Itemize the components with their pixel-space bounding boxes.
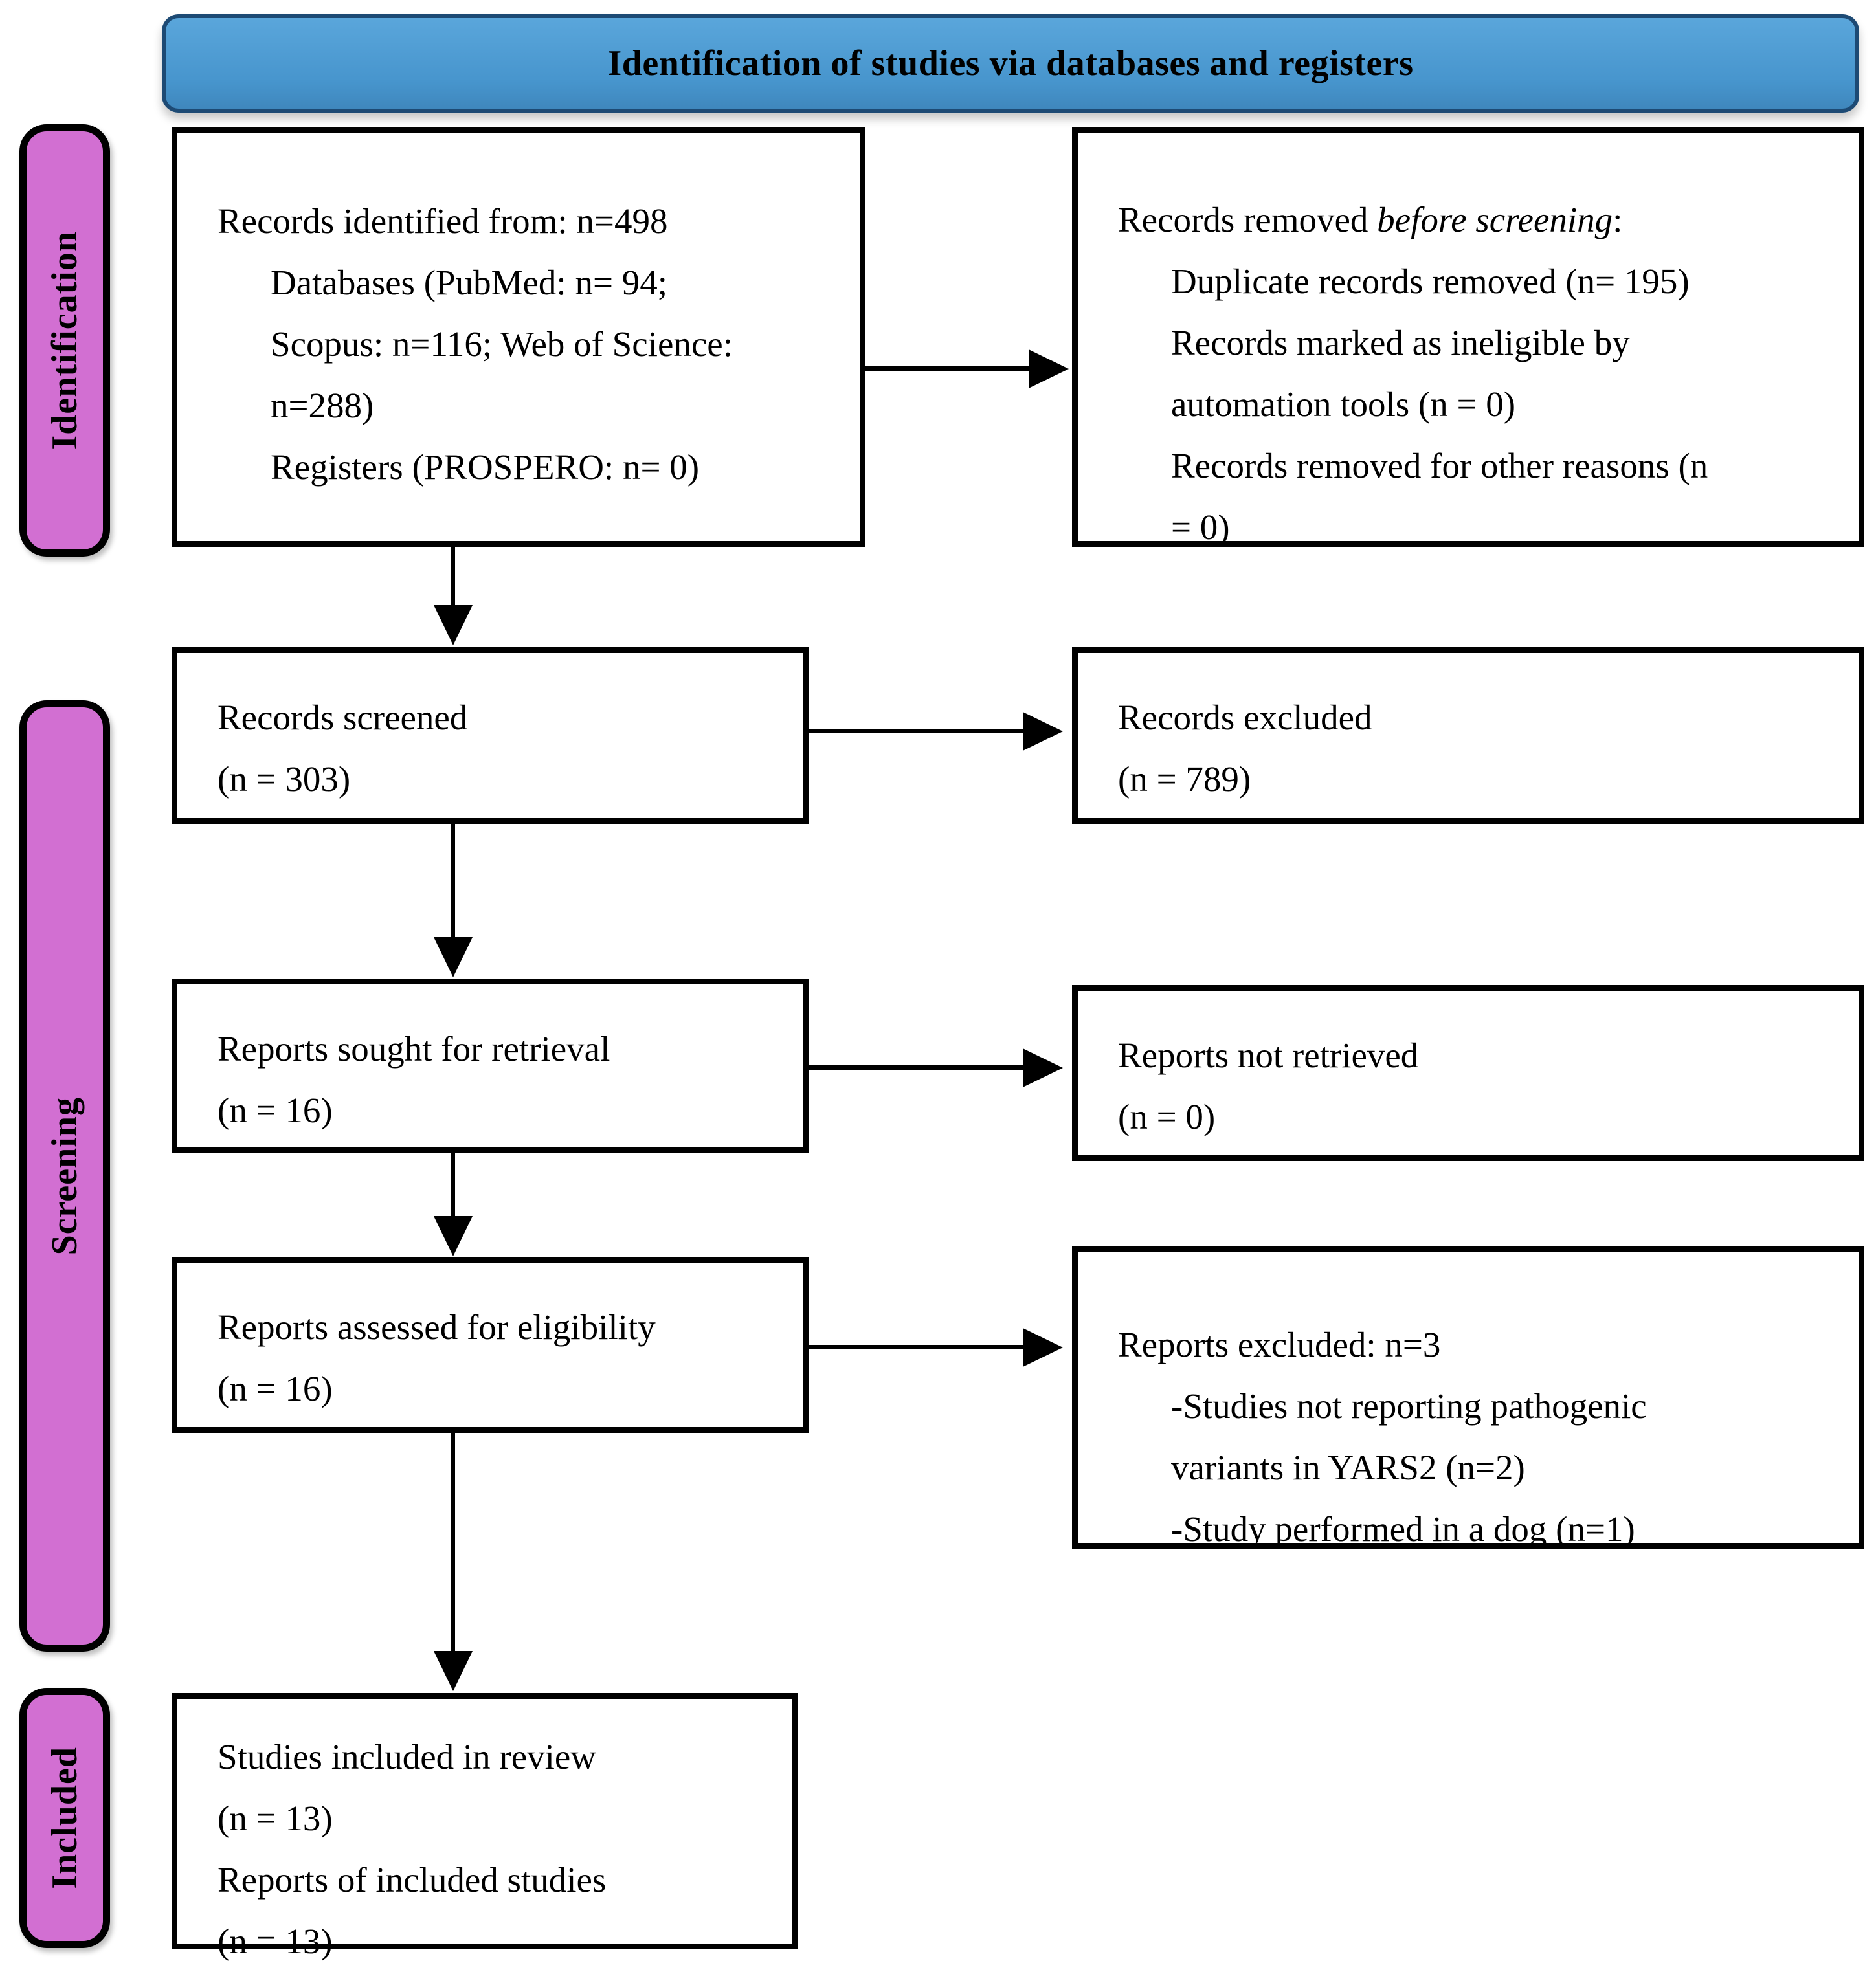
box-line: Duplicate records removed (n= 195): [1171, 261, 1690, 301]
box-line: variants in YARS2 (n=2): [1171, 1448, 1525, 1487]
box-line: Reports sought for retrieval: [218, 1029, 610, 1069]
box-line: Reports excluded: n=3: [1118, 1325, 1441, 1364]
box-line: Records identified from: n=498: [218, 201, 668, 241]
box-studies-included-text: [177, 1699, 792, 1972]
box-line: Records excluded: [1118, 698, 1372, 737]
box-line: Records screened: [218, 698, 468, 737]
header-title: Identification of studies via databases and registers: [607, 43, 1414, 83]
box-reports-sought-text: [177, 984, 803, 1141]
box-line-part-italic: before screening: [1377, 200, 1613, 239]
box-records-removed-text: [1078, 133, 1859, 558]
box-studies-included: [172, 1693, 798, 1961]
box-line: -Studies not reporting pathogenic: [1171, 1386, 1647, 1426]
box-records-screened-text: [177, 653, 803, 810]
box-reports-not-retrieved: [1072, 985, 1864, 1161]
box-line: Scopus: n=116; Web of Science:: [271, 324, 733, 364]
box-line: Reports not retrieved: [1118, 1036, 1419, 1075]
box-line: Reports assessed for eligibility: [218, 1307, 656, 1347]
box-line: [1118, 189, 1839, 250]
box-line: (n = 16): [218, 1369, 333, 1408]
box-records-removed: [1072, 127, 1864, 547]
stage-label-screening: [19, 700, 110, 1652]
box-line: (n = 13): [218, 1922, 333, 1961]
box-line: = 0): [1171, 507, 1230, 547]
box-line-part: :: [1613, 200, 1623, 239]
header-banner: [162, 14, 1859, 113]
box-records-identified: [172, 127, 865, 547]
box-line: Studies included in review: [218, 1737, 597, 1777]
box-records-excluded-text: [1078, 653, 1859, 810]
box-line: Reports of included studies: [218, 1860, 607, 1900]
box-reports-excluded: [1072, 1246, 1864, 1549]
box-line: Records removed for other reasons (n: [1171, 446, 1708, 485]
box-records-screened: [172, 647, 809, 824]
box-records-excluded: [1072, 647, 1864, 824]
box-reports-not-retrieved-text: [1078, 991, 1859, 1147]
box-reports-assessed: [172, 1257, 809, 1433]
box-reports-sought: [172, 979, 809, 1153]
box-line: (n = 303): [218, 759, 351, 799]
box-line: Registers (PROSPERO: n= 0): [271, 447, 700, 487]
box-line: (n = 13): [218, 1799, 333, 1838]
box-line: (n = 16): [218, 1091, 333, 1130]
box-line: n=288): [271, 386, 374, 425]
box-line: Records marked as ineligible by: [1171, 323, 1630, 362]
stage-label-identification-text: Identification: [45, 231, 85, 450]
box-line: (n = 0): [1118, 1097, 1216, 1136]
box-line: (n = 789): [1118, 759, 1251, 799]
box-line-part: Records removed: [1118, 200, 1378, 239]
stage-label-included-text: Included: [45, 1747, 85, 1889]
box-line: automation tools (n = 0): [1171, 384, 1516, 424]
box-line: Databases (PubMed: n= 94;: [271, 263, 668, 302]
box-reports-excluded-text: [1078, 1252, 1859, 1560]
box-records-identified-text: [177, 133, 860, 498]
stage-label-screening-text: Screening: [45, 1096, 85, 1256]
stage-label-included: [19, 1688, 110, 1948]
stage-label-identification: [19, 124, 110, 557]
box-line: -Study performed in a dog (n=1): [1171, 1509, 1635, 1549]
box-reports-assessed-text: [177, 1263, 803, 1419]
